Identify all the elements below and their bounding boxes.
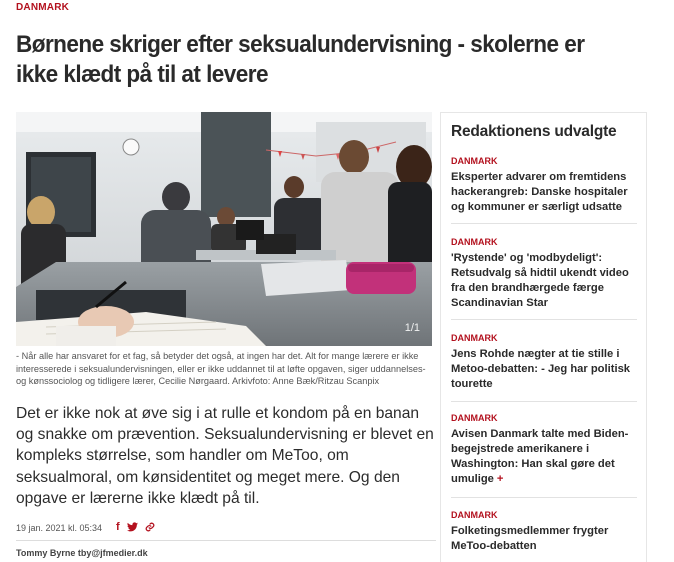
twitter-share-icon[interactable] xyxy=(127,522,138,532)
article-headline: Børnene skriger efter seksualundervisning - skolerne er ikke klædt på til at levere xyxy=(16,31,585,88)
sidebar-article-title[interactable]: 'Rystende' og 'modbydeligt': Retsudvalg så hidtil ukendt video fra den brandhærgede færge Scandinavian Star xyxy=(451,252,629,309)
sidebar-article[interactable] xyxy=(451,510,637,554)
facebook-share-icon[interactable]: f xyxy=(116,521,120,533)
editors-picks-sidebar xyxy=(440,112,647,562)
sidebar-article-tag[interactable]: DANMARK xyxy=(451,156,498,166)
publish-date: 19 jan. 2021 kl. 05:34 xyxy=(16,523,103,533)
sidebar-article[interactable] xyxy=(451,237,637,311)
sidebar-article-tag[interactable]: DANMARK xyxy=(451,510,498,520)
sidebar-divider xyxy=(451,497,637,498)
sidebar-divider xyxy=(451,223,637,224)
share-buttons xyxy=(116,521,155,533)
classroom-photo xyxy=(16,112,432,346)
sidebar-article-tag[interactable]: DANMARK xyxy=(451,413,498,423)
sidebar-title: Redaktionens udvalgte xyxy=(451,123,617,140)
sidebar-article-title[interactable] xyxy=(451,427,637,487)
plus-badge-icon: + xyxy=(496,473,504,485)
sidebar-article-title[interactable]: Folketingsmedlemmer frygter MeToo-debatten xyxy=(451,525,609,552)
sidebar-article-title-text[interactable]: Avisen Danmark talte med Biden-begejstrede amerikanere i Washington: Han skal gøre det umulige xyxy=(451,428,629,485)
meta-divider xyxy=(16,540,436,541)
sidebar-article-tag[interactable]: DANMARK xyxy=(451,237,498,247)
sidebar-article-tag[interactable]: DANMARK xyxy=(451,333,498,343)
article-hero-image[interactable] xyxy=(16,112,432,346)
link-share-icon[interactable] xyxy=(145,522,155,532)
sidebar-divider xyxy=(451,401,637,402)
article-lead: Det er ikke nok at øve sig i at rulle et kondom på en banan og snakke om prævention. Seksualundervisning er blevet en kompleks størrelse, som handler om MeToo, om seksualmoral, om kønsidentitet og meget mere. Og den opgave er lærerne ikke klædt på til. xyxy=(16,405,434,507)
image-counter: 1/1 xyxy=(404,322,420,334)
article-meta xyxy=(16,521,436,535)
image-caption: - Når alle har ansvaret for et fag, så betyder det også, at ingen har det. Alt for mange lærere er ikke interesserede i seksualundervisningen, eller er ikke uddannet til at løfte opgaven, siger uddannelses- og kønssociolog og tidligere lærer, Cecilie Nørgaard. Arkivfoto: Anne Bæk/Ritzau Scanpix xyxy=(16,351,426,386)
sidebar-article[interactable] xyxy=(451,413,637,487)
sidebar-article-title[interactable]: Eksperter advarer om fremtidens hackerangreb: Danske hospitaler og kommuner er særligt udsatte xyxy=(451,171,628,213)
sidebar-article-title[interactable]: Jens Rohde nægter at tie stille i Metoo-debatten: - Jeg har politisk tourette xyxy=(451,348,631,390)
author-byline[interactable]: Tommy Byrne tby@jfmedier.dk xyxy=(16,548,148,558)
sidebar-article[interactable] xyxy=(451,156,637,215)
sidebar-article[interactable] xyxy=(451,333,637,392)
sidebar-divider xyxy=(451,319,637,320)
section-tag[interactable]: DANMARK xyxy=(16,2,70,13)
